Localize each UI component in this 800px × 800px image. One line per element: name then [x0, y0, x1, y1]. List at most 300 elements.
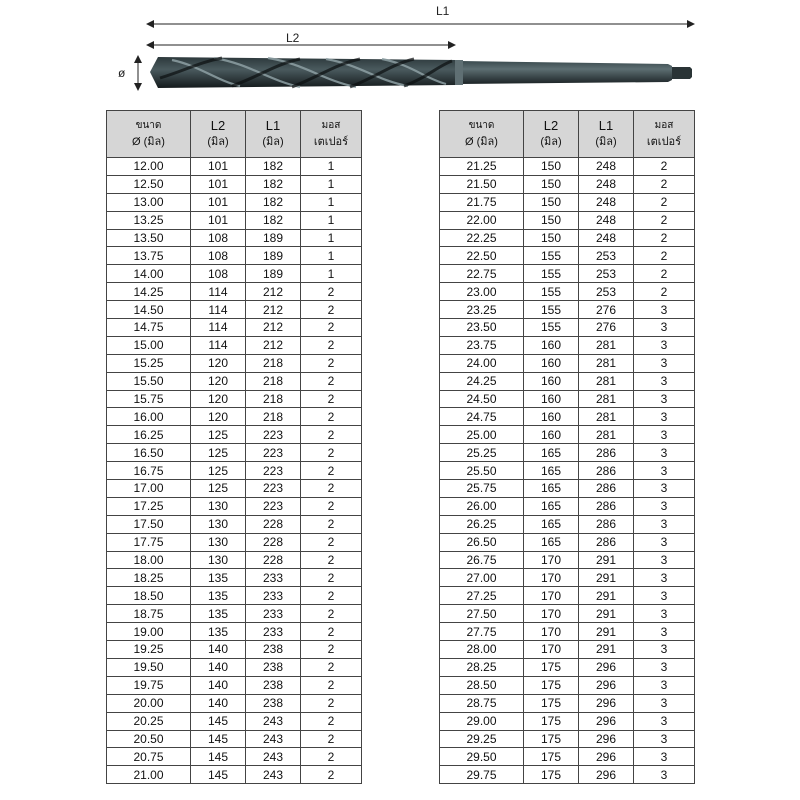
cell-size: 27.75 [440, 623, 524, 641]
cell-l2: 170 [524, 587, 579, 605]
cell-l1: 296 [579, 730, 634, 748]
cell-size: 29.25 [440, 730, 524, 748]
cell-l2: 160 [524, 426, 579, 444]
cell-size: 25.75 [440, 480, 524, 498]
table-row [440, 569, 695, 587]
cell-l1: 286 [579, 444, 634, 462]
cell-l1: 233 [246, 623, 301, 641]
cell-size: 22.00 [440, 211, 524, 229]
cell-morse-taper: 3 [634, 497, 695, 515]
l1-label: L1 [436, 4, 450, 18]
cell-morse-taper: 3 [634, 408, 695, 426]
cell-size: 14.00 [107, 265, 191, 283]
table-row [440, 390, 695, 408]
cell-l1: 286 [579, 480, 634, 498]
table-row [107, 676, 362, 694]
cell-morse-taper: 2 [301, 426, 362, 444]
cell-l2: 120 [191, 390, 246, 408]
table-row [107, 462, 362, 480]
cell-l2: 165 [524, 497, 579, 515]
table-row [440, 658, 695, 676]
cell-l1: 243 [246, 766, 301, 784]
header-size: ขนาด Ø (มิล) [107, 111, 191, 158]
cell-l1: 182 [246, 211, 301, 229]
cell-l2: 175 [524, 712, 579, 730]
cell-size: 28.50 [440, 676, 524, 694]
cell-size: 22.75 [440, 265, 524, 283]
cell-size: 16.75 [107, 462, 191, 480]
cell-l1: 286 [579, 515, 634, 533]
cell-morse-taper: 1 [301, 175, 362, 193]
table-row [107, 766, 362, 784]
cell-morse-taper: 3 [634, 354, 695, 372]
cell-size: 18.25 [107, 569, 191, 587]
table-row [107, 587, 362, 605]
cell-morse-taper: 2 [301, 283, 362, 301]
cell-morse-taper: 2 [634, 265, 695, 283]
table-row [440, 462, 695, 480]
cell-l1: 281 [579, 426, 634, 444]
cell-l2: 120 [191, 372, 246, 390]
cell-morse-taper: 2 [301, 336, 362, 354]
table-row [440, 354, 695, 372]
cell-l1: 248 [579, 158, 634, 176]
drill-tang [672, 67, 692, 79]
table-row [440, 265, 695, 283]
cell-morse-taper: 3 [634, 444, 695, 462]
cell-morse-taper: 2 [301, 569, 362, 587]
cell-l1: 189 [246, 247, 301, 265]
cell-l2: 114 [191, 301, 246, 319]
cell-l2: 135 [191, 569, 246, 587]
table-row [440, 158, 695, 176]
cell-l1: 243 [246, 748, 301, 766]
cell-l2: 120 [191, 408, 246, 426]
cell-size: 26.75 [440, 551, 524, 569]
cell-morse-taper: 3 [634, 515, 695, 533]
cell-l2: 130 [191, 533, 246, 551]
cell-morse-taper: 3 [634, 336, 695, 354]
cell-l1: 276 [579, 319, 634, 337]
cell-size: 17.00 [107, 480, 191, 498]
cell-l2: 140 [191, 676, 246, 694]
cell-size: 13.50 [107, 229, 191, 247]
drill-size-table-left [106, 110, 362, 784]
cell-morse-taper: 3 [634, 533, 695, 551]
cell-morse-taper: 2 [301, 623, 362, 641]
cell-morse-taper: 2 [634, 229, 695, 247]
cell-l2: 165 [524, 462, 579, 480]
cell-morse-taper: 1 [301, 247, 362, 265]
cell-morse-taper: 3 [634, 766, 695, 784]
cell-morse-taper: 2 [301, 354, 362, 372]
table-row [107, 247, 362, 265]
cell-size: 20.75 [107, 748, 191, 766]
cell-l2: 125 [191, 444, 246, 462]
cell-l1: 291 [579, 605, 634, 623]
cell-l2: 108 [191, 265, 246, 283]
cell-morse-taper: 2 [634, 158, 695, 176]
table-row [440, 336, 695, 354]
cell-size: 19.75 [107, 676, 191, 694]
table-row [107, 390, 362, 408]
cell-morse-taper: 3 [634, 694, 695, 712]
cell-size: 25.25 [440, 444, 524, 462]
cell-l1: 238 [246, 641, 301, 659]
cell-l2: 130 [191, 551, 246, 569]
cell-size: 27.00 [440, 569, 524, 587]
cell-size: 23.25 [440, 301, 524, 319]
cell-l2: 150 [524, 158, 579, 176]
cell-l2: 160 [524, 372, 579, 390]
cell-l1: 248 [579, 175, 634, 193]
header-l2: L2 (มิล) [524, 111, 579, 158]
table-row [440, 605, 695, 623]
table-row [107, 551, 362, 569]
cell-morse-taper: 3 [634, 605, 695, 623]
table-row [107, 354, 362, 372]
cell-morse-taper: 3 [634, 712, 695, 730]
table-row [107, 515, 362, 533]
cell-morse-taper: 2 [301, 444, 362, 462]
cell-morse-taper: 2 [301, 712, 362, 730]
cell-size: 29.50 [440, 748, 524, 766]
cell-size: 21.25 [440, 158, 524, 176]
cell-morse-taper: 2 [301, 319, 362, 337]
diameter-label: ø [118, 66, 126, 80]
cell-l1: 296 [579, 748, 634, 766]
cell-l2: 155 [524, 283, 579, 301]
cell-l1: 223 [246, 497, 301, 515]
cell-morse-taper: 3 [634, 587, 695, 605]
table-row [440, 676, 695, 694]
cell-l1: 253 [579, 247, 634, 265]
table-row [107, 372, 362, 390]
cell-size: 15.50 [107, 372, 191, 390]
table-row [440, 694, 695, 712]
cell-l1: 243 [246, 712, 301, 730]
cell-morse-taper: 2 [301, 515, 362, 533]
cell-morse-taper: 3 [634, 730, 695, 748]
cell-l1: 233 [246, 569, 301, 587]
cell-size: 24.75 [440, 408, 524, 426]
cell-l2: 145 [191, 730, 246, 748]
cell-l2: 108 [191, 229, 246, 247]
cell-l2: 165 [524, 444, 579, 462]
cell-l1: 286 [579, 533, 634, 551]
table-row [107, 283, 362, 301]
cell-l2: 130 [191, 515, 246, 533]
cell-l1: 212 [246, 283, 301, 301]
table-row [440, 641, 695, 659]
cell-l2: 170 [524, 641, 579, 659]
table-row [107, 569, 362, 587]
cell-l1: 291 [579, 623, 634, 641]
drill-size-table-right [439, 110, 695, 784]
cell-l1: 286 [579, 497, 634, 515]
table-row [107, 533, 362, 551]
cell-l1: 291 [579, 569, 634, 587]
table-row [440, 712, 695, 730]
cell-l2: 108 [191, 247, 246, 265]
cell-l2: 155 [524, 301, 579, 319]
table-row [107, 444, 362, 462]
cell-l1: 291 [579, 551, 634, 569]
table-row [107, 480, 362, 498]
cell-l1: 281 [579, 336, 634, 354]
cell-l2: 170 [524, 551, 579, 569]
cell-l2: 150 [524, 211, 579, 229]
table-body-left [107, 158, 362, 784]
cell-l2: 155 [524, 319, 579, 337]
table-row [440, 247, 695, 265]
cell-size: 26.50 [440, 533, 524, 551]
table-row [107, 175, 362, 193]
cell-l1: 223 [246, 480, 301, 498]
table-row [107, 158, 362, 176]
cell-l2: 150 [524, 193, 579, 211]
table-row [107, 641, 362, 659]
l2-label: L2 [286, 31, 300, 45]
cell-l2: 145 [191, 712, 246, 730]
cell-morse-taper: 3 [634, 462, 695, 480]
cell-l1: 182 [246, 175, 301, 193]
cell-l2: 114 [191, 283, 246, 301]
cell-size: 29.75 [440, 766, 524, 784]
table-header-row [440, 111, 695, 158]
cell-morse-taper: 2 [301, 730, 362, 748]
cell-size: 28.00 [440, 641, 524, 659]
cell-l1: 281 [579, 372, 634, 390]
cell-l2: 114 [191, 336, 246, 354]
cell-l1: 228 [246, 551, 301, 569]
cell-morse-taper: 2 [301, 301, 362, 319]
cell-size: 14.75 [107, 319, 191, 337]
cell-morse-taper: 3 [634, 372, 695, 390]
table-row [107, 623, 362, 641]
table-row [107, 605, 362, 623]
header-morse-taper: มอส เตเปอร์ [301, 111, 362, 158]
cell-morse-taper: 3 [634, 569, 695, 587]
table-row [107, 426, 362, 444]
cell-size: 16.25 [107, 426, 191, 444]
cell-l1: 223 [246, 444, 301, 462]
cell-l1: 243 [246, 730, 301, 748]
cell-l2: 145 [191, 748, 246, 766]
cell-l1: 296 [579, 694, 634, 712]
cell-l1: 233 [246, 587, 301, 605]
cell-morse-taper: 3 [634, 658, 695, 676]
cell-l1: 238 [246, 658, 301, 676]
cell-morse-taper: 3 [634, 641, 695, 659]
cell-size: 27.50 [440, 605, 524, 623]
cell-size: 17.25 [107, 497, 191, 515]
cell-l2: 165 [524, 515, 579, 533]
cell-l2: 175 [524, 766, 579, 784]
cell-l2: 135 [191, 587, 246, 605]
table-row [107, 497, 362, 515]
cell-size: 17.50 [107, 515, 191, 533]
table-row [440, 551, 695, 569]
cell-morse-taper: 2 [634, 211, 695, 229]
header-size: ขนาด Ø (มิล) [440, 111, 524, 158]
cell-size: 15.75 [107, 390, 191, 408]
cell-size: 19.25 [107, 641, 191, 659]
table-row [107, 229, 362, 247]
cell-l1: 291 [579, 641, 634, 659]
cell-l2: 160 [524, 354, 579, 372]
table-row [107, 408, 362, 426]
cell-size: 24.50 [440, 390, 524, 408]
cell-morse-taper: 1 [301, 229, 362, 247]
cell-size: 24.25 [440, 372, 524, 390]
cell-l2: 175 [524, 748, 579, 766]
cell-l1: 182 [246, 158, 301, 176]
cell-l2: 140 [191, 694, 246, 712]
table-row [440, 444, 695, 462]
cell-size: 20.00 [107, 694, 191, 712]
cell-l2: 125 [191, 426, 246, 444]
table-row [107, 211, 362, 229]
cell-size: 21.50 [440, 175, 524, 193]
drill-shank [460, 61, 672, 84]
table-row [440, 319, 695, 337]
cell-morse-taper: 1 [301, 158, 362, 176]
cell-l2: 140 [191, 641, 246, 659]
cell-morse-taper: 2 [301, 408, 362, 426]
table-row [107, 658, 362, 676]
table-row [440, 587, 695, 605]
cell-l1: 248 [579, 211, 634, 229]
cell-morse-taper: 2 [301, 587, 362, 605]
table-row [107, 319, 362, 337]
cell-l1: 296 [579, 658, 634, 676]
cell-l2: 114 [191, 319, 246, 337]
table-row [107, 336, 362, 354]
cell-l2: 135 [191, 605, 246, 623]
cell-morse-taper: 2 [301, 551, 362, 569]
cell-l2: 160 [524, 408, 579, 426]
table-row [440, 730, 695, 748]
cell-l2: 140 [191, 658, 246, 676]
cell-l1: 238 [246, 694, 301, 712]
cell-l2: 175 [524, 676, 579, 694]
table-row [440, 515, 695, 533]
table-row [440, 229, 695, 247]
cell-morse-taper: 2 [301, 766, 362, 784]
cell-size: 23.75 [440, 336, 524, 354]
cell-size: 18.50 [107, 587, 191, 605]
cell-l2: 150 [524, 175, 579, 193]
cell-l1: 248 [579, 229, 634, 247]
cell-l2: 175 [524, 730, 579, 748]
cell-size: 25.00 [440, 426, 524, 444]
cell-morse-taper: 2 [634, 175, 695, 193]
cell-size: 14.25 [107, 283, 191, 301]
cell-size: 13.25 [107, 211, 191, 229]
cell-l1: 281 [579, 354, 634, 372]
cell-morse-taper: 3 [634, 623, 695, 641]
cell-l1: 253 [579, 265, 634, 283]
table-row [440, 175, 695, 193]
table-row [440, 426, 695, 444]
cell-morse-taper: 2 [301, 497, 362, 515]
cell-l2: 155 [524, 265, 579, 283]
cell-l1: 218 [246, 408, 301, 426]
cell-l2: 125 [191, 462, 246, 480]
cell-l1: 276 [579, 301, 634, 319]
cell-l2: 150 [524, 229, 579, 247]
cell-size: 25.50 [440, 462, 524, 480]
cell-morse-taper: 2 [301, 462, 362, 480]
table-row [440, 211, 695, 229]
cell-size: 16.50 [107, 444, 191, 462]
cell-size: 22.50 [440, 247, 524, 265]
table-row [440, 408, 695, 426]
cell-morse-taper: 2 [634, 283, 695, 301]
table-row [107, 712, 362, 730]
cell-morse-taper: 3 [634, 551, 695, 569]
cell-l1: 248 [579, 193, 634, 211]
cell-size: 18.00 [107, 551, 191, 569]
cell-l2: 155 [524, 247, 579, 265]
cell-morse-taper: 2 [301, 676, 362, 694]
cell-size: 26.00 [440, 497, 524, 515]
cell-l1: 218 [246, 354, 301, 372]
table-row [107, 694, 362, 712]
cell-l2: 175 [524, 694, 579, 712]
cell-size: 28.25 [440, 658, 524, 676]
table-row [440, 480, 695, 498]
header-l1: L1 (มิล) [246, 111, 301, 158]
cell-l2: 165 [524, 533, 579, 551]
cell-l2: 130 [191, 497, 246, 515]
cell-size: 29.00 [440, 712, 524, 730]
cell-l1: 281 [579, 390, 634, 408]
cell-l2: 101 [191, 211, 246, 229]
cell-morse-taper: 2 [301, 694, 362, 712]
cell-size: 13.00 [107, 193, 191, 211]
cell-l1: 189 [246, 229, 301, 247]
cell-l1: 296 [579, 766, 634, 784]
cell-l2: 160 [524, 390, 579, 408]
cell-l1: 233 [246, 605, 301, 623]
cell-size: 21.00 [107, 766, 191, 784]
cell-l2: 165 [524, 480, 579, 498]
table-row [440, 372, 695, 390]
drill-diagram [0, 0, 800, 108]
header-l1: L1 (มิล) [579, 111, 634, 158]
table-row [440, 623, 695, 641]
cell-morse-taper: 3 [634, 319, 695, 337]
table-row [440, 748, 695, 766]
cell-size: 12.50 [107, 175, 191, 193]
cell-l1: 223 [246, 426, 301, 444]
table-row [107, 730, 362, 748]
cell-l1: 296 [579, 676, 634, 694]
cell-l2: 175 [524, 658, 579, 676]
cell-morse-taper: 3 [634, 480, 695, 498]
cell-l1: 218 [246, 372, 301, 390]
table-row [107, 748, 362, 766]
cell-l2: 170 [524, 569, 579, 587]
cell-morse-taper: 2 [301, 658, 362, 676]
cell-size: 12.00 [107, 158, 191, 176]
cell-morse-taper: 2 [301, 372, 362, 390]
drill-neck [455, 60, 463, 85]
cell-morse-taper: 2 [301, 748, 362, 766]
cell-l1: 212 [246, 301, 301, 319]
